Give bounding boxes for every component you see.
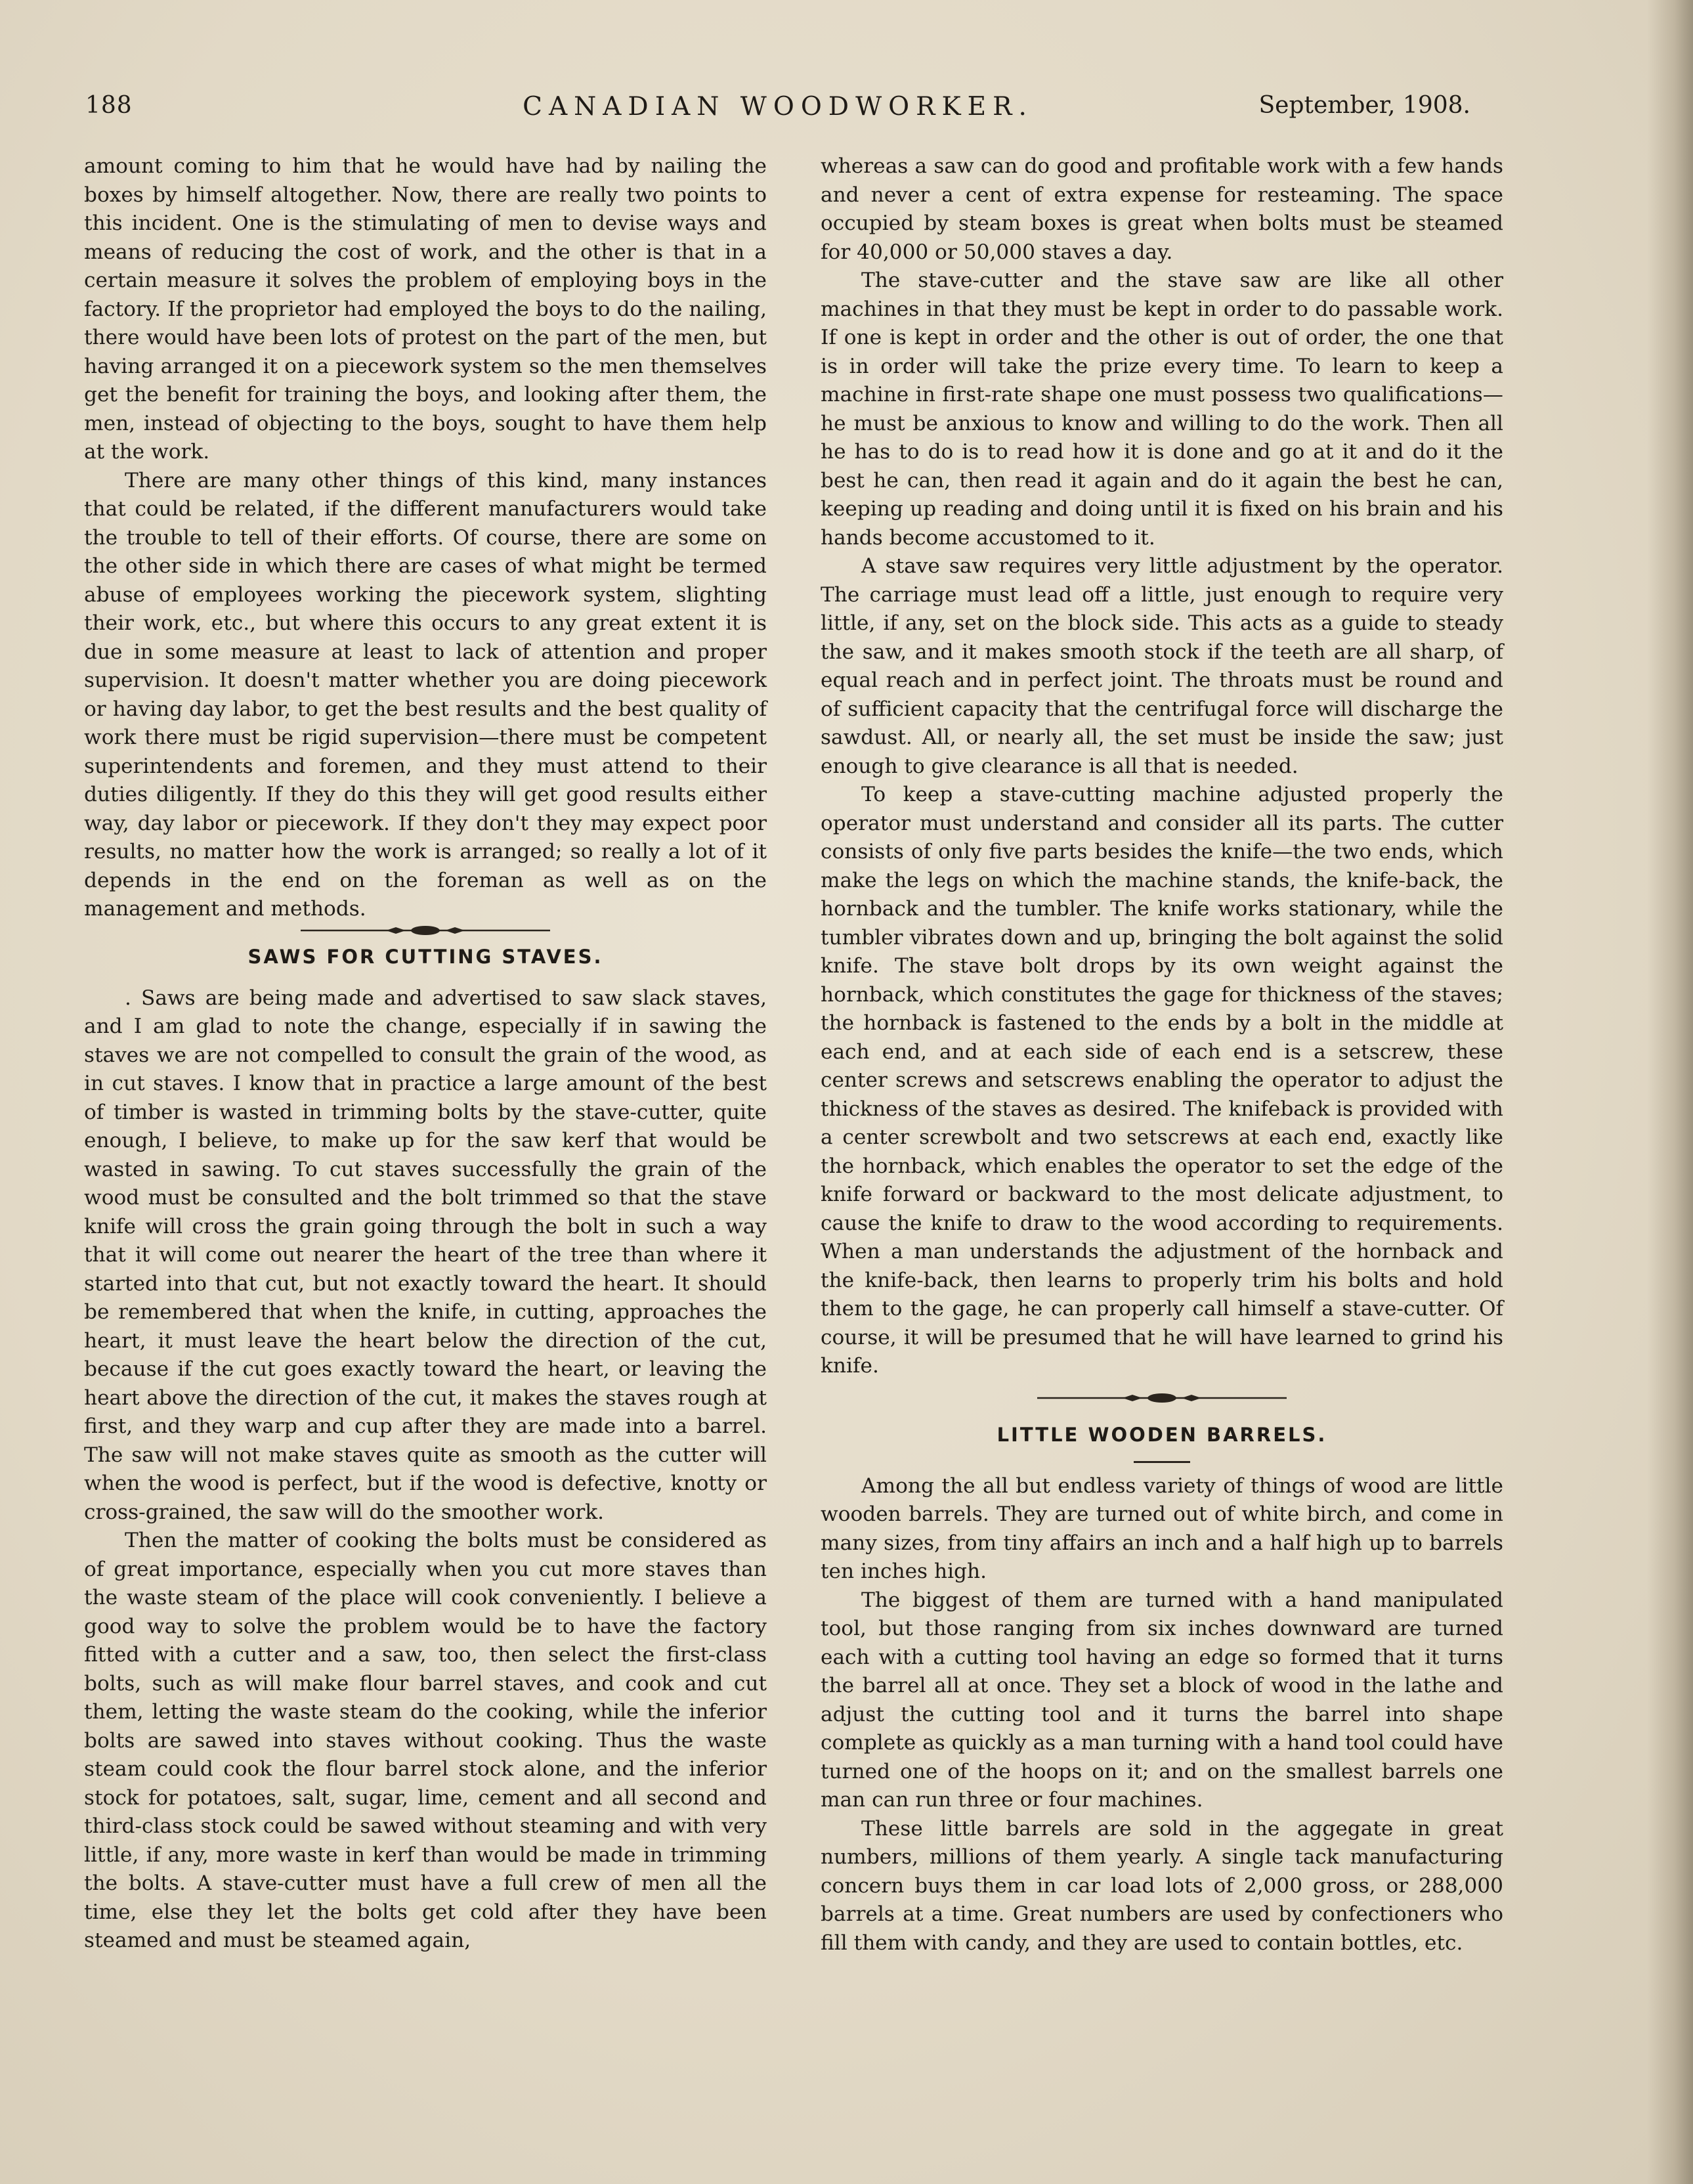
left-column xyxy=(84,152,767,1955)
section-divider-ornament xyxy=(301,924,550,937)
journal-title: CANADIAN WOODWORKER. xyxy=(523,92,1033,121)
paragraph: A stave saw requires very little adjustment by the operator. The carriage must lead off a little, just enough to require very little, if any, set on the block side. This acts as a guide to steady the saw, and it makes smooth stock if the teeth are all sharp, of equal reach and in perfect joint. The throats must be round and of sufficient capacity that the centrifugal force will discharge the sawdust. All, or nearly all, the set must be inside the saw; just enough to give clearance is all that is needed. xyxy=(821,554,1503,778)
page-header xyxy=(85,92,1470,138)
right-column xyxy=(821,152,1503,1957)
paragraph: These little barrels are sold in the aggegate in great numbers, millions of them yearly. A single tack manufacturing concern buys them in car load lots of 2,000 gross, or 288,000 barrels at a time. Great numbers are used by confectioners who fill them with candy, and they are used to contain bottles, etc. xyxy=(821,1816,1503,1955)
paragraph: There are many other things of this kind, many instances that could be related, if the different manufacturers would take the trouble to tell of their efforts. Of course, there are some on the other side in which there are cases of what might be termed abuse of employees working the piecework system, slighting their work, etc., but where this occurs to any great extent it is due in some measure at least to lack of attention and proper supervision. It doesn't matter whether you are doing piecework or having day labor, to get the best results and the best quality of work there must be rigid supervision—there must be competent superintendents and foremen, and they must attend to their duties diligently. If they do this they will get good results either way, day labor or piecework. If they don't they may expect poor results, no matter how the work is arranged; so really a lot of it depends in the end on the foreman as well as on the management and methods. xyxy=(84,468,767,921)
page-edge-shadow xyxy=(1647,0,1693,2184)
paragraph: The stave-cutter and the stave saw are like all other machines in that they must be kept in order to do passable work. If one is kept in order and the other is out of order, the one that is in order will take the prize every time. To learn to keep a machine in first-rate shape one must possess two qualifications—he must be anxious to know and willing to do the work. Then all he has to do is to read how it is done and go at it and do it the best he can, then read it again and do it again the best he can, keeping up reading and doing until it is fixed on his brain and his hands become accustomed to it. xyxy=(821,269,1503,550)
section-heading-saws: SAWS FOR CUTTING STAVES. xyxy=(247,945,603,968)
heading-rule xyxy=(1134,1461,1190,1463)
paragraph: To keep a stave-cutting machine adjusted properly the operator must understand and consider all its parts. The cutter consists of only five parts besides the knife—the two ends, which make the legs on which the machine stands, the knife-back, the hornback and the tumbler. The knife works stationary, while the tumbler vibrates down and up, bringing the bolt against the solid knife. The stave bolt drops by its own weight against the hornback, which constitutes the gage for thickness of the staves; the hornback is fastened to the ends by a bolt in the middle at each end, and at each side of each end is a setscrew, these center screws and setscrews enabling the operator to adjust the thickness of the staves as desired. The knifeback is provided with a center screwbolt and two setscrews at each end, exactly like the hornback, which enables the operator to set the edge of the knife forward or backward to the most delicate adjustment, to cause the knife to draw to the wood according to requirements. When a man understands the adjustment of the hornback and the knife-back, then learns to properly trim his bolts and hold them to the gage, he can properly call himself a stave-cutter. Of course, it will be presumed that he will have learned to grind his knife. xyxy=(821,783,1503,1378)
paragraph: amount coming to him that he would have had by nailing the boxes by himself altogether. Now, there are really two points to this incident. One is the stimulating of men to devise ways and means of reducing the cost of work, and the other is that in a certain measure it solves the problem of employing boys in the factory. If the proprietor had employed the boys to do the nailing, there would have been lots of protest on the part of the men, but having arranged it on a piecework system so the men themselves get the benefit for training the boys, and looking after them, the men, instead of objecting to the boys, sought to have them help at the work. xyxy=(84,154,767,464)
paragraph: . Saws are being made and advertised to saw slack staves, and I am glad to note the change, especially if in sawing the staves we are not compelled to consult the grain of the wood, as in cut staves. I know that in practice a large amount of the best of timber is wasted in trimming bolts by the stave-cutter, quite enough, I believe, to make up for the saw kerf that would be wasted in sawing. To cut staves successfully the grain of the wood must be consulted and the bolt trimmed so that the stave knife will cross the grain going through the bolt in such a way that it will come out nearer the heart of the tree than where it started into that cut, but not exactly toward the heart. It should be remembered that when the knife, in cutting, approaches the heart, it must leave the heart below the direction of the cut, because if the cut goes exactly toward the heart, or leaving the heart above the direction of the cut, it makes the staves rough at first, and they warp and cup after they are made into a barrel. The saw will not make staves quite as smooth as the cutter will when the wood is perfect, but if the wood is defective, knotty or cross-grained, the saw will do the smoother work. xyxy=(84,986,767,1524)
page-number: 188 xyxy=(85,92,133,119)
section-divider-ornament xyxy=(1037,1391,1287,1405)
paragraph: whereas a saw can do good and profitable work with a few hands and never a cent of extra expense for resteaming. The space occupied by steam boxes is great when bolts must be steamed for 40,000 or 50,000 staves a day. xyxy=(821,154,1503,264)
paragraph: Among the all but endless variety of things of wood are little wooden barrels. They are turned out of white birch, and come in many sizes, from tiny affairs an inch and a half high up to barrels ten inches high. xyxy=(821,1474,1503,1583)
paragraph: The biggest of them are turned with a hand manipulated tool, but those ranging from six inches downward are turned each with a cutting tool having an edge so formed that it turns the barrel all at once. They set a block of wood in the lathe and adjust the cutting tool and it turns the barrel into shape complete as quickly as a man turning with a hand tool could have turned one of the hoops on it; and on the smallest barrels one man can run three or four machines. xyxy=(821,1588,1503,1812)
paragraph: Then the matter of cooking the bolts must be considered as of great importance, especially when you cut more staves than the waste steam of the place will cook conveniently. I believe a good way to solve the problem would be to have the factory fitted with a cutter and a saw, too, then select the first-class bolts, such as will make flour barrel staves, and cook and cut them, letting the waste steam do the cooking, while the inferior bolts are sawed into staves without cooking. Thus the waste steam could cook the flour barrel stock alone, and the inferior stock for potatoes, salt, sugar, lime, cement and all second and third-class stock could be sawed without steaming and with very little, if any, more waste in kerf than would be made in trimming the bolts. A stave-cutter must have a full crew of men all the time, else they let the bolts get cold after they have been steamed and must be steamed again, xyxy=(84,1529,767,1952)
issue-date: September, 1908. xyxy=(1258,92,1470,119)
section-heading-barrels: LITTLE WOODEN BARRELS. xyxy=(997,1423,1327,1446)
